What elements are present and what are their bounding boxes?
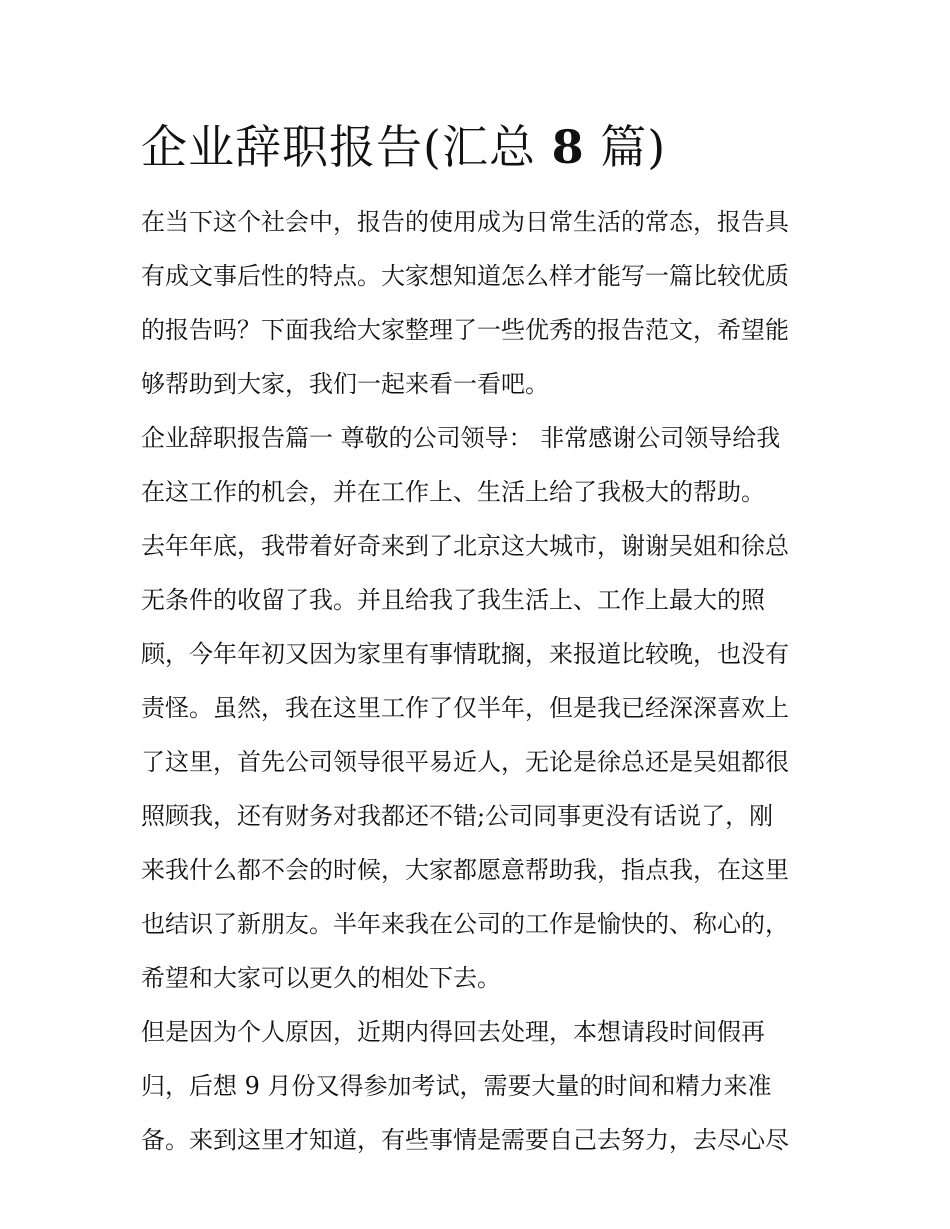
body-line: 顾，今年年初又因为家里有事情耽搁，来报道比较晚，也没有 [141, 640, 789, 668]
body-line: 在这工作的机会，并在工作上、生活上给了我极大的帮助。 [141, 478, 765, 506]
body-line: 希望和大家可以更久的相处下去。 [141, 964, 501, 992]
body-line: 无条件的收留了我。并且给我了我生活上、工作上最大的照 [141, 586, 765, 614]
title-number: 8 [551, 120, 585, 174]
body-line: 但是因为个人原因，近期内得回去处理，本想请段时间假再 [141, 1018, 765, 1046]
document-body [141, 195, 821, 1167]
body-line: 归，后想 9 月份又得参加考试，需要大量的时间和精力来准 [141, 1072, 772, 1100]
body-line: 企业辞职报告篇一 尊敬的公司领导： 非常感谢公司领导给我 [141, 424, 781, 452]
body-line: 够帮助到大家，我们一起来看一看吧。 [141, 370, 549, 398]
body-line: 来我什么都不会的时候，大家都愿意帮助我，指点我，在这里 [141, 856, 789, 884]
body-line: 有成文事后性的特点。大家想知道怎么样才能写一篇比较优质 [141, 262, 789, 290]
body-line: 在当下这个社会中，报告的使用成为日常生活的常态，报告具 [141, 208, 789, 236]
title-suffix: 篇) [584, 120, 667, 174]
body-line: 的报告吗？下面我给大家整理了一些优秀的报告范文，希望能 [141, 316, 789, 344]
body-line: 责怪。虽然，我在这里工作了仅半年，但是我已经深深喜欢上 [141, 694, 789, 722]
document-title [141, 116, 666, 178]
body-line: 了这里，首先公司领导很平易近人，无论是徐总还是吴姐都很 [141, 748, 789, 776]
body-line: 去年年底，我带着好奇来到了北京这大城市，谢谢吴姐和徐总 [141, 532, 789, 560]
body-line: 也结识了新朋友。半年来我在公司的工作是愉快的、称心的， [141, 910, 789, 938]
body-line: 照顾我，还有财务对我都还不错;公司同事更没有话说了，刚 [141, 802, 774, 830]
title-prefix: 企业辞职报告(汇总 [141, 120, 552, 174]
body-line: 备。来到这里才知道，有些事情是需要自己去努力，去尽心尽 [141, 1126, 789, 1154]
